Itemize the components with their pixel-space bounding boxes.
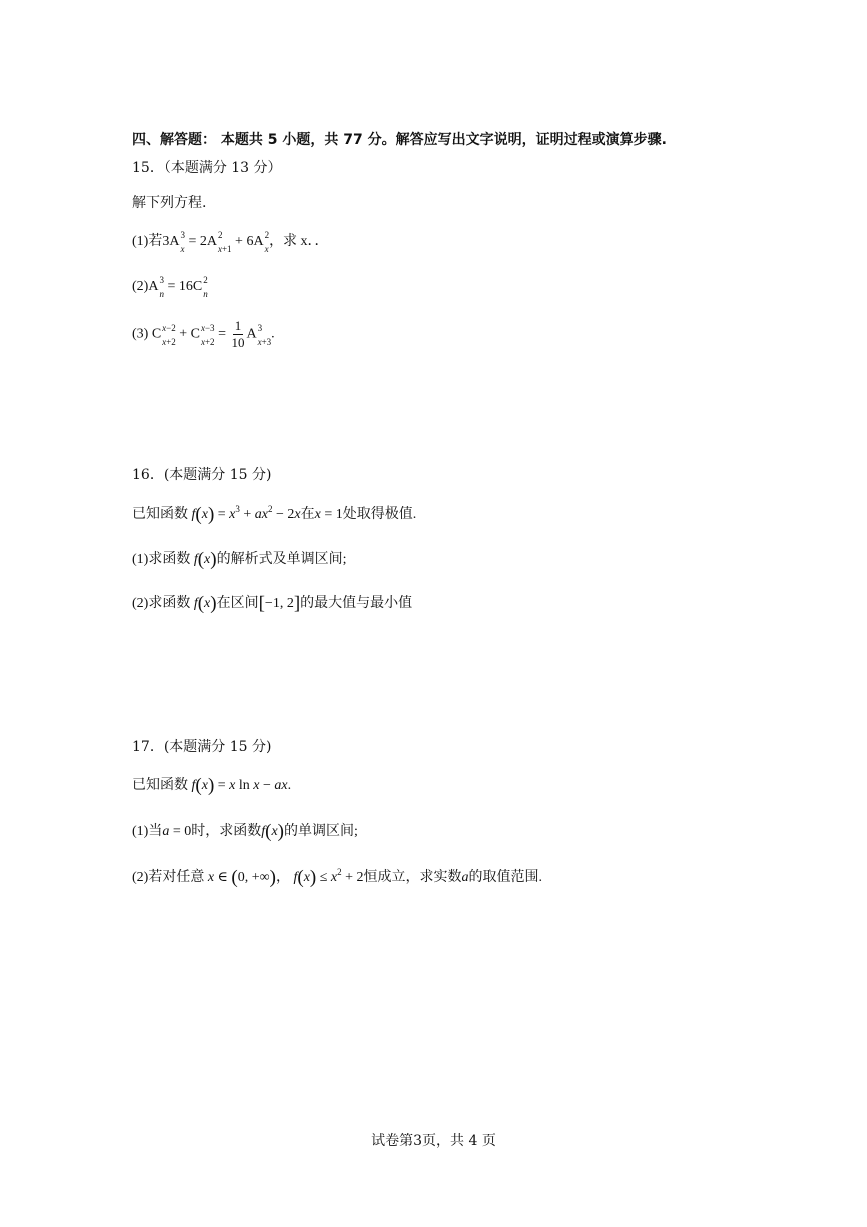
q16-part1: (1)求函数 f(x)的解析式及单调区间; bbox=[132, 549, 347, 570]
section-header: 四、解答题： 本题共 5 小题，共 77 分。解答应写出文字说明，证明过程或演算步骤. bbox=[132, 132, 667, 148]
q15-part3: (3) C x−2 x+2 + C x−3 x+2 = $\frac{1}{10}$ A 3 x+3 . bbox=[132, 318, 275, 350]
q16-part2: (2)求函数 f(x)在区间[−1, 2]的最大值与最小值 bbox=[132, 593, 413, 614]
q16-part2-text-b: 在区间 bbox=[216, 596, 259, 611]
q17-part2-text-b: ， bbox=[275, 870, 290, 885]
q17-intro-text-a: 已知函数 bbox=[132, 778, 188, 793]
q15-part2-prefix: (2) bbox=[132, 279, 149, 295]
q15-part1-prefix: (1)若 bbox=[132, 234, 163, 250]
q17-part1: (1)当a = 0时，求函数f(x)的单调区间; bbox=[132, 821, 358, 842]
q17-part2-text-a: (2)若对任意 bbox=[132, 870, 205, 885]
q16-intro: 已知函数 $f(x) = x^3 + ax^2 - 2x$在x = 1处取得极值. bbox=[132, 504, 417, 525]
q17-part1-text-a: (1)当 bbox=[132, 824, 163, 839]
q16-part1-text-a: (1)求函数 bbox=[132, 552, 191, 567]
q17-part2-text-c: 恒成立，求实数 bbox=[363, 870, 462, 885]
q17-part1-text-c: 的单调区间; bbox=[284, 824, 358, 839]
q16-intro-text-a: 已知函数 bbox=[132, 507, 188, 522]
q16-heading: 16．(本题满分 15 分) bbox=[132, 467, 272, 483]
q16-part2-text-a: (2)求函数 bbox=[132, 596, 191, 611]
q17-intro: 已知函数 f(x) = x ln x − ax. bbox=[132, 775, 292, 796]
q17-part1-text-b: 时，求函数 bbox=[191, 824, 262, 839]
q16-intro-text-b: 在 bbox=[300, 507, 315, 522]
q16-intro-text-c: 处取得极值. bbox=[342, 507, 417, 522]
q17-part2: (2)若对任意 x ∈ (0, +∞)， $f(x) \le x^2 + 2$恒成立，求实数a的取值范围. bbox=[132, 867, 543, 888]
q15-intro: 解下列方程. bbox=[132, 195, 207, 211]
q15-part3-prefix: (3) bbox=[132, 326, 149, 342]
q15-heading: 15．（本题满分 13 分） bbox=[132, 160, 282, 176]
q17-part2-text-d: 的取值范围. bbox=[468, 870, 543, 885]
page-footer: 试卷第3页，共 4 页 bbox=[371, 1133, 496, 1149]
q16-part2-text-c: 的最大值与最小值 bbox=[300, 596, 413, 611]
q15-part2: (2)A 3 n = 16C 2 n bbox=[132, 275, 208, 299]
q16-part1-text-b: 的解析式及单调区间; bbox=[216, 552, 347, 567]
q17-heading: 17．(本题满分 15 分) bbox=[132, 739, 272, 755]
q15-part1-suffix: ，求 x．． bbox=[269, 234, 329, 250]
q15-part1: (1)若3A 3 x = 2A 2 x+1 + 6A 2 x ，求 x．． bbox=[132, 230, 329, 254]
